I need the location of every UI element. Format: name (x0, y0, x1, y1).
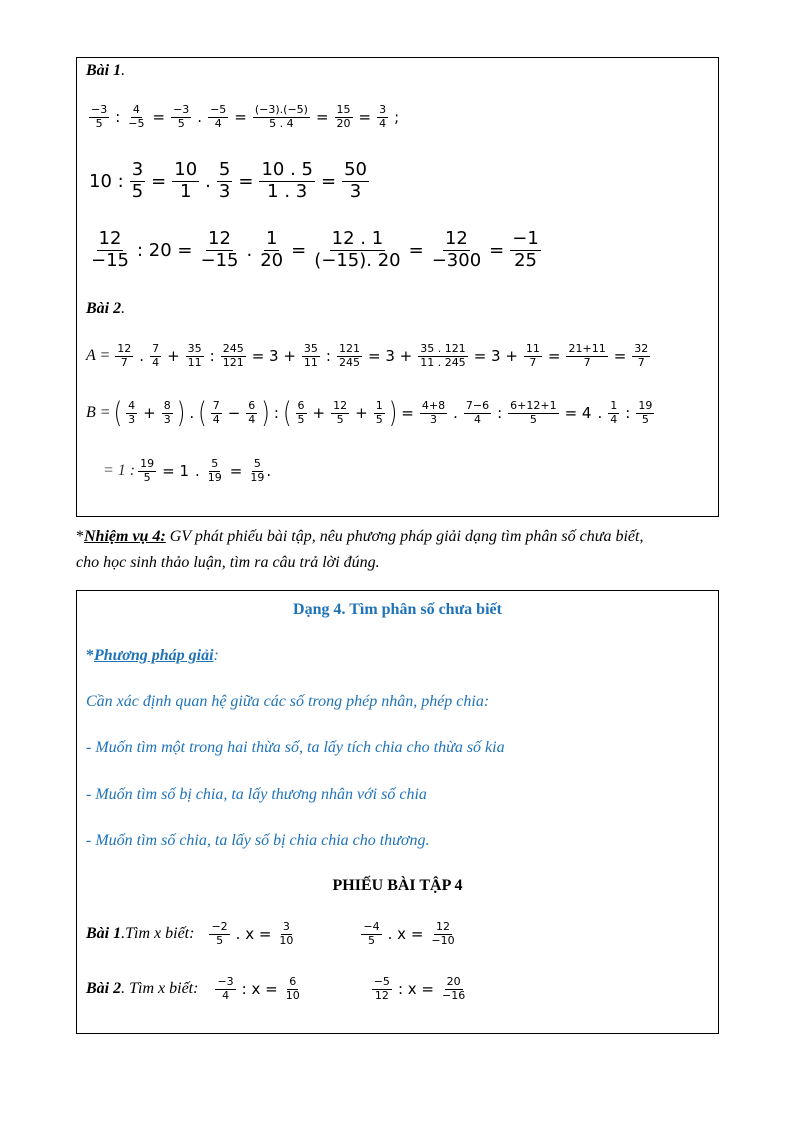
fraction: $\frac{-5}{4}$ (210, 103, 227, 130)
fraction: $\frac{1}{20}$ (260, 228, 284, 271)
equation-b: B = ( $\frac{4}{3}$ + $\frac{8}{3}$ ) . ( $\frac{7}{4}$ − $\frac{6}{4}$ ) : ( $\frac{6}{5}$ + $\frac{12}{5}$ + $\frac{1}{5}$ ) = $\frac{4+8}{3}$ . $\frac{7-6}{4}$ : $\frac{6+12+1}{5}$ = 4 . $\frac{1}{4}$ : $\frac{19}{5}$ (86, 396, 653, 430)
equation-a: A = $\frac{12}{7}$ . $\frac{7}{4}$ + $\frac{35}{11}$ : $\frac{245}{121}$ = 3 + $\frac{35}{11}$ : $\frac{121}{245}$ = 3 + $\frac{35 . 121}{11 . 245}$ = 3 + $\frac{11}{7}$ = $\frac{21+11}{7}$ = $\frac{32}{7}$ (86, 342, 649, 369)
equation-2: 10 : $\frac{3}{5}$ = $\frac{10}{1}$ . $\frac{5}{3}$ = $\frac{10 . 5}{1 . 3}$ = $\frac{50}{3}$ (89, 159, 367, 202)
fraction: $\frac{3}{5}$ (131, 159, 144, 202)
section-heading: Dạng 4. Tìm phân số chưa biết (293, 601, 502, 618)
bai1-title: Bài 1 . (86, 62, 126, 79)
fraction: $\frac{50}{3}$ (344, 159, 367, 202)
fraction: $\frac{12 . 1}{(-15). 20}$ (314, 228, 401, 271)
fraction: $\frac{-1}{25}$ (512, 228, 539, 271)
fraction: $\frac{12}{-300}$ (431, 228, 482, 271)
fraction: $\frac{(-3).(-5)}{5 . 4}$ (254, 103, 308, 130)
method-box (76, 590, 719, 1034)
task-label: Nhiệm vụ 4: (84, 528, 166, 545)
fraction: $\frac{4}{-5}$ (128, 103, 145, 130)
fraction: $\frac{5}{3}$ (218, 159, 231, 202)
equation-1: $\frac{-3}{5}$ : $\frac{4}{-5}$ = $\frac{-3}{5}$ . $\frac{-5}{4}$ = $\frac{(-3).(-5)}{5 . 4}$ = $\frac{15}{20}$ = $\frac{3}{4}$ ; (91, 103, 400, 130)
fraction: $\frac{12}{-15}$ (200, 228, 239, 271)
fraction: $\frac{3}{4}$ (379, 103, 387, 130)
fraction: $\frac{-3}{5}$ (173, 103, 190, 130)
method-line-4: - Muốn tìm số chia, ta lấy số bị chia chia cho thương. (86, 832, 430, 849)
worksheet-title: PHIẾU BÀI TẬP 4 (332, 877, 463, 894)
method-line-1: Cần xác định quan hệ giữa các số trong phép nhân, phép chia: (86, 693, 490, 710)
solutions-box (76, 57, 719, 517)
method-title: * Phương pháp giải : (86, 647, 219, 664)
method-line-2: - Muốn tìm một trong hai thừa số, ta lấy tích chia cho thừa số kia (86, 739, 505, 756)
fraction: $\frac{-3}{5}$ (91, 103, 108, 130)
fraction: $\frac{10 . 5}{1 . 3}$ (261, 159, 313, 202)
task-paragraph: *Nhiệm vụ 4: GV phát phiếu bài tập, nêu phương pháp giải dạng tìm phân số chưa biết, cho học sinh thảo luận, tìm ra câu trả lời đúng. (76, 528, 644, 571)
fraction: $\frac{10}{1}$ (174, 159, 198, 202)
fraction: $\frac{15}{20}$ (336, 103, 351, 130)
bai2-title: Bài 2 . (86, 300, 126, 317)
equation-3: $\frac{12}{-15}$ : 20 = $\frac{12}{-15}$ . $\frac{1}{20}$ = $\frac{12 . 1}{(-15). 20}$ = $\frac{12}{-300}$ = $\frac{-1}{25}$ (91, 228, 539, 271)
equation-b-continued: = 1 : $\frac{19}{5}$ = 1 . $\frac{5}{19}$ = $\frac{5}{19}$ . (103, 457, 272, 484)
fraction: $\frac{12}{-15}$ (91, 228, 129, 271)
method-line-3: - Muốn tìm số bị chia, ta lấy thương nhân với số chia (86, 786, 427, 803)
exercise-1: Bài 1 .Tìm x biết: $\frac{-2}{5}$ . x = $\frac{3}{10}$ $\frac{-4}{5}$ . x = $\frac{12}{-10}$ (86, 920, 455, 947)
exercise-2: Bài 2 . Tìm x biết: $\frac{-3}{4}$ : x = $\frac{6}{10}$ $\frac{-5}{12}$ : x = $\frac{20}{-16}$ (86, 975, 466, 1002)
